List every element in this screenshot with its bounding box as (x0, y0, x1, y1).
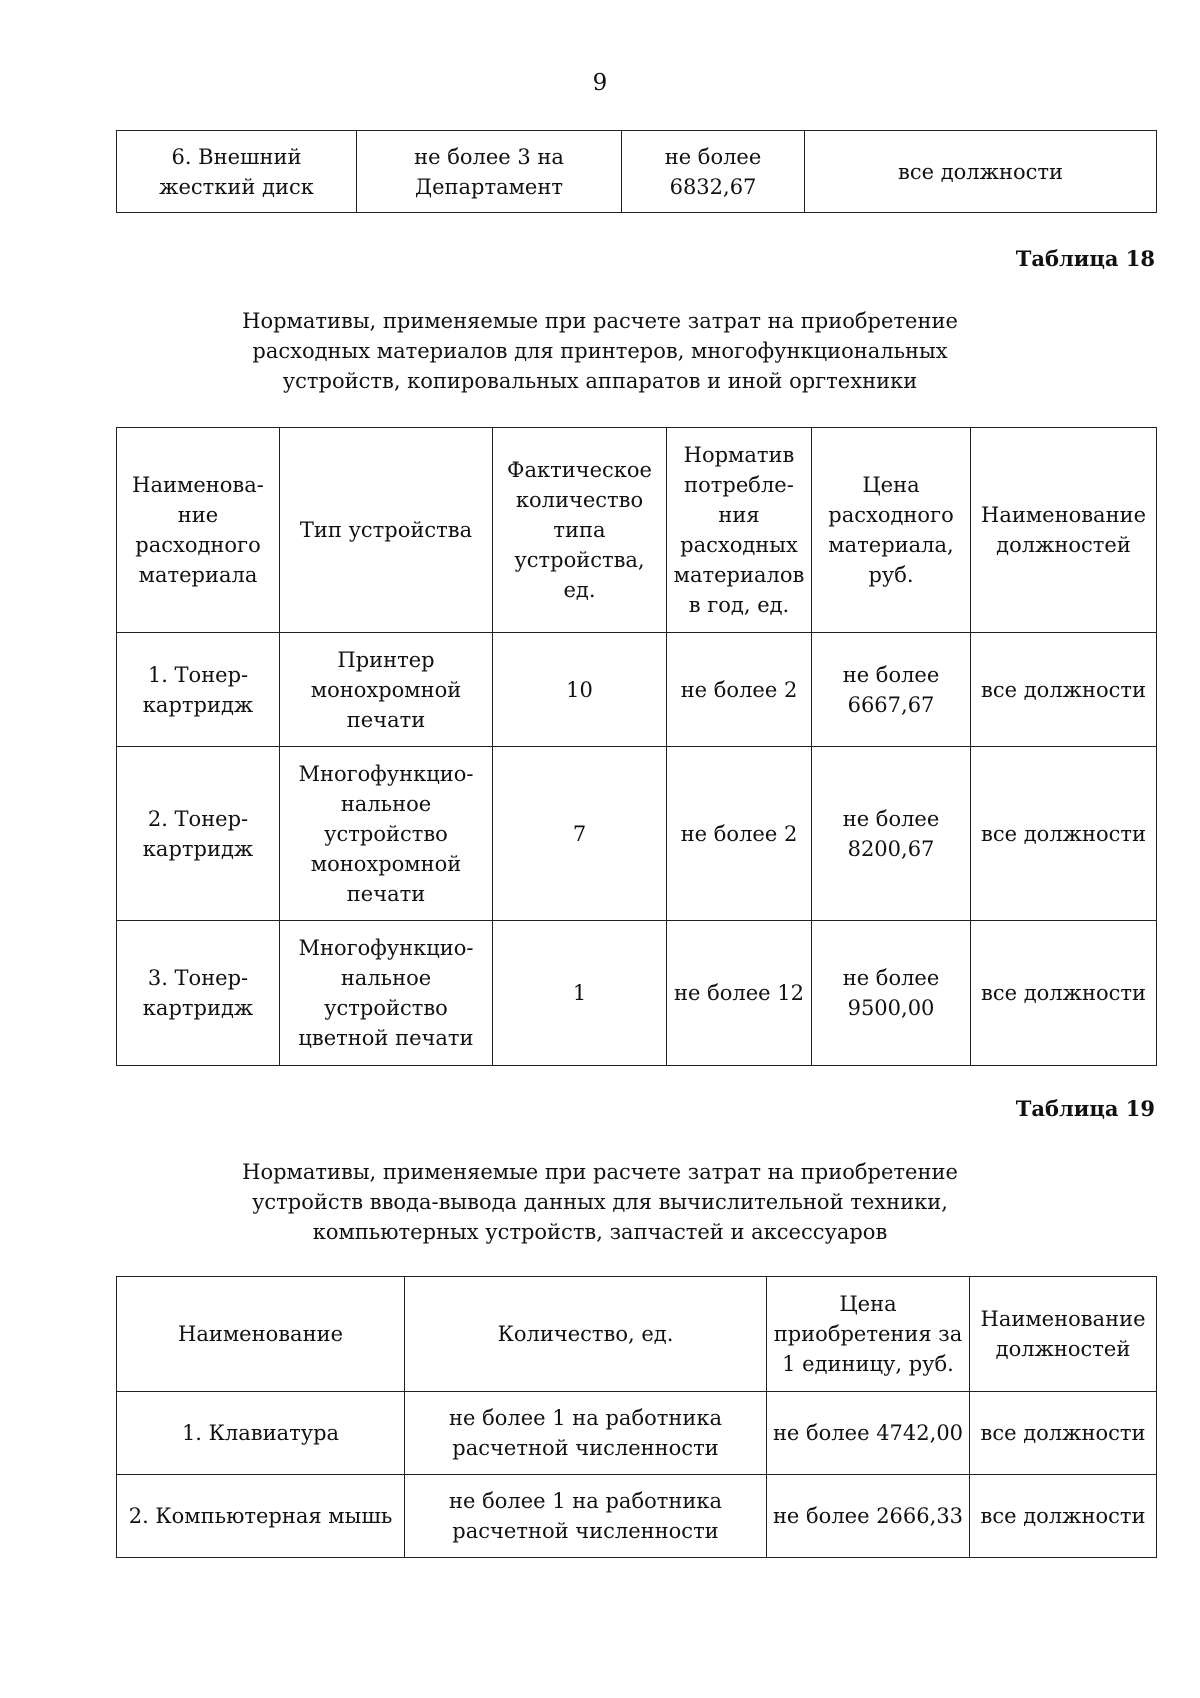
table-cell: 6. Внешний жесткий диск (117, 131, 357, 213)
table-cell: 2. Компьютерная мышь (117, 1475, 405, 1558)
table-19 (116, 1276, 1157, 1558)
table-cell: все должности (970, 1392, 1157, 1475)
column-header: Фактическое количество типа устройства, ед. (493, 428, 667, 633)
table-cell: 7 (493, 747, 667, 921)
table-cell: 1. Тонер- картридж (117, 633, 280, 747)
table-cell: 3. Тонер- картридж (117, 921, 280, 1066)
continued-table (116, 130, 1157, 213)
table-18-caption: Нормативы, применяемые при расчете затрат на приобретение расходных материалов для принтеров, многофункциональных устройств, копировальных аппаратов и иной оргтехники (242, 309, 958, 393)
table-cell: не более 8200,67 (812, 747, 971, 921)
table-row (117, 921, 1157, 1066)
table-cell: не более 1 на работника расчетной численности (405, 1392, 767, 1475)
table-cell: все должности (971, 633, 1157, 747)
table-row (117, 1475, 1157, 1558)
table-header-row (117, 1277, 1157, 1392)
table-cell: не более 2666,33 (767, 1475, 970, 1558)
table-cell: не более 4742,00 (767, 1392, 970, 1475)
table-cell: 10 (493, 633, 667, 747)
column-header: Цена приобретения за 1 единицу, руб. (767, 1277, 970, 1392)
column-header: Наименование (117, 1277, 405, 1392)
table-cell: все должности (971, 747, 1157, 921)
table-cell: 1 (493, 921, 667, 1066)
table-cell: Многофункцио- нальное устройство цветной печати (280, 921, 493, 1066)
column-header: Тип устройства (280, 428, 493, 633)
column-header: Наименование должностей (971, 428, 1157, 633)
table-cell: Многофункцио- нальное устройство монохромной печати (280, 747, 493, 921)
table-19-caption: Нормативы, применяемые при расчете затрат на приобретение устройств ввода-вывода данных для вычислительной техники, компьютерных устройств, запчастей и аксессуаров (242, 1160, 958, 1244)
column-header: Цена расходного материала, руб. (812, 428, 971, 633)
column-header: Наименова- ние расходного материала (117, 428, 280, 633)
table-18 (116, 427, 1157, 1066)
column-header: Количество, ед. (405, 1277, 767, 1392)
page-number: 9 (592, 70, 608, 96)
table-cell: не более 1 на работника расчетной численности (405, 1475, 767, 1558)
column-header: Норматив потребле- ния расходных материалов в год, ед. (667, 428, 812, 633)
table-cell: не более 3 на Департамент (357, 131, 622, 213)
table-cell: не более 9500,00 (812, 921, 971, 1066)
table-row (117, 633, 1157, 747)
table-cell: все должности (970, 1475, 1157, 1558)
table-row (117, 131, 1157, 213)
table-18-label: Таблица 18 (1015, 246, 1155, 271)
table-cell: все должности (971, 921, 1157, 1066)
table-row (117, 747, 1157, 921)
table-cell: не более 12 (667, 921, 812, 1066)
table-cell: не более 2 (667, 747, 812, 921)
table-cell: Принтер монохромной печати (280, 633, 493, 747)
table-cell: 1. Клавиатура (117, 1392, 405, 1475)
table-cell: 2. Тонер- картридж (117, 747, 280, 921)
table-cell: не более 6667,67 (812, 633, 971, 747)
table-cell: все должности (805, 131, 1157, 213)
table-cell: не более 2 (667, 633, 812, 747)
table-header-row (117, 428, 1157, 633)
column-header: Наименование должностей (970, 1277, 1157, 1392)
table-cell: не более 6832,67 (622, 131, 805, 213)
table-19-label: Таблица 19 (1015, 1096, 1155, 1121)
table-row (117, 1392, 1157, 1475)
